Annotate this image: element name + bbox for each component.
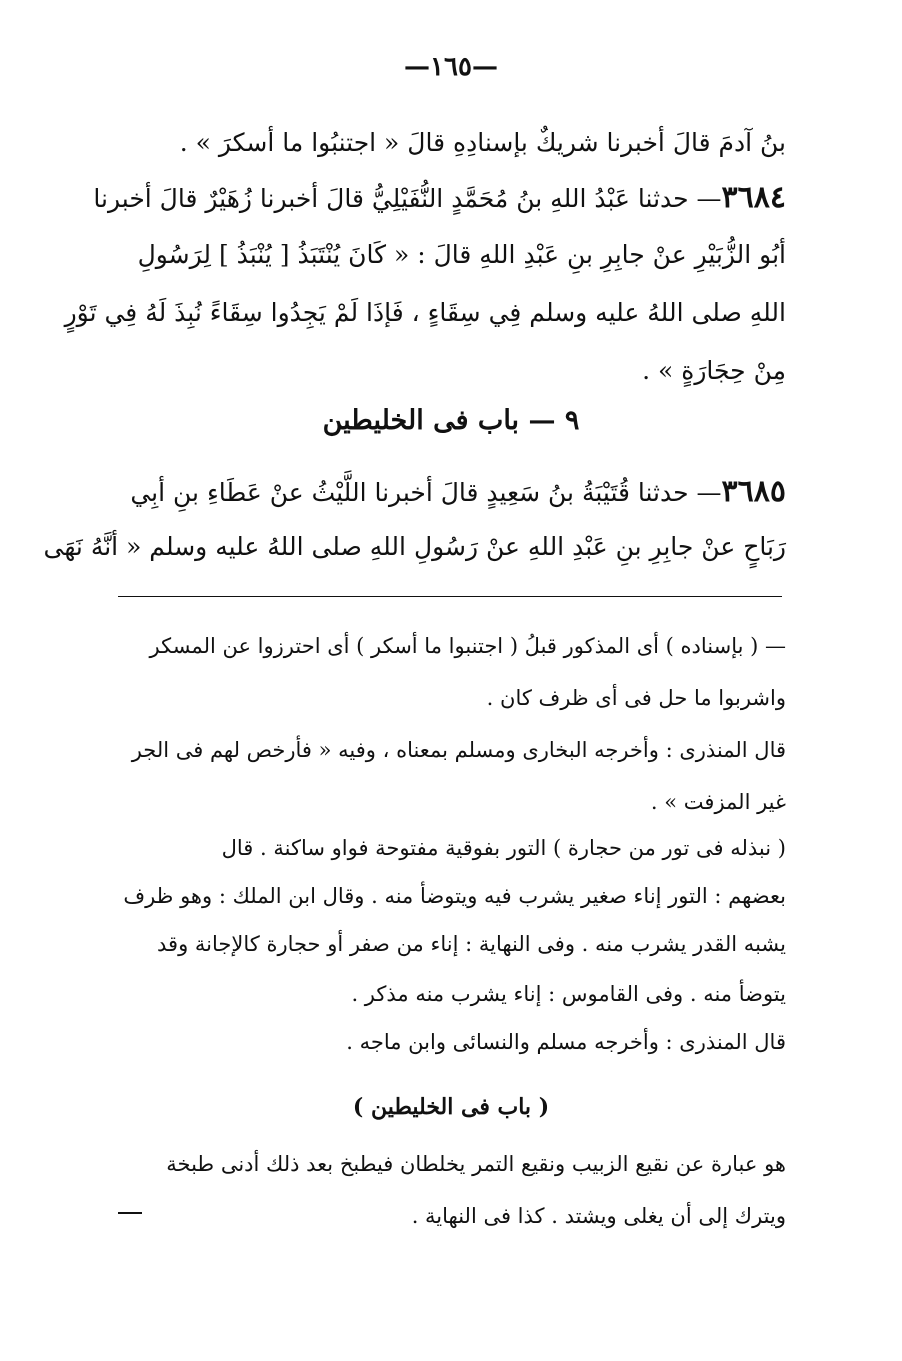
hadith-3684-line3: اللهِ صلى اللهُ عليه وسلم فِي سِقَاءٍ ، فَإذَا لَمْ يَجِدُوا سِقَاءً نُبِذَ لَهُ فِي تَوْرٍ — [64, 298, 786, 327]
note-line: يتوضأ منه . وفى القاموس : إناء يشرب منه مذكر . — [351, 982, 786, 1006]
hadith-3685-line1: ٣٦٨٥— حدثنا قُتَيْبَةُ بنُ سَعِيدٍ قالَ أخبرنا اللَّيْثُ عنْ عَطَاءِ بنِ أبِي — [130, 474, 786, 509]
note-line: هو عبارة عن نقيع الزبيب ونقيع التمر يخلطان فيطبخ بعد ذلك أدنى طبخة — [166, 1152, 786, 1176]
hadith-3684-line2: أبُو الزُّبَيْرِ عنْ جابِرِ بنِ عَبْدِ اللهِ قالَ : « كَانَ يُنْتَبَذُ [ يُنْبَذُ ] لِرَسُولِ — [137, 240, 786, 269]
page-number: —١٦٥— — [404, 52, 498, 82]
footnote-divider — [118, 596, 782, 597]
note-line: غير المزفت » . — [650, 790, 786, 814]
hadith-number: ٣٦٨٥ — [721, 474, 786, 509]
note-line: ( نبذله فى تور من حجارة ) التور بفوقية مفتوحة فواو ساكنة . قال — [221, 836, 786, 860]
chapter-heading: ٩ — باب فى الخليطين — [322, 405, 580, 436]
hadith-number: ٣٦٨٤ — [721, 180, 786, 215]
note-line: واشربوا ما حل فى أى ظرف كان . — [486, 686, 786, 710]
footnote-chapter-heading: ( باب فى الخليطين ) — [352, 1094, 550, 1120]
note-line: ويترك إلى أن يغلى ويشتد . كذا فى النهاية . — [411, 1204, 786, 1228]
note-line: قال المنذرى : وأخرجه مسلم والنسائى وابن ماجه . — [346, 1030, 786, 1054]
hadith-3684-line1: ٣٦٨٤— حدثنا عَبْدُ اللهِ بنُ مُحَمَّدٍ النُّفَيْلِيُّ قالَ أخبرنا زُهَيْرٌ قالَ أخبرنا — [93, 180, 786, 215]
note-line: بعضهم : التور إناء صغير يشرب فيه ويتوضأ منه . وقال ابن الملك : وهو ظرف — [123, 884, 786, 908]
text-line: بنُ آدمَ قالَ أخبرنا شريكٌ بإسنادِهِ قالَ « اجتنبُوا ما أسكرَ » . — [179, 128, 786, 157]
continuation-dash — [118, 1212, 142, 1214]
hadith-3685-line2: رَبَاحٍ عنْ جابِرِ بنِ عَبْدِ اللهِ عنْ رَسُولِ اللهِ صلى اللهُ عليه وسلم « أنَّهُ نَهَى — [43, 532, 786, 561]
hadith-3684-line4: مِنْ حِجَارَةٍ » . — [642, 356, 786, 385]
note-line: يشبه القدر يشرب منه . وفى النهاية : إناء من صفر أو حجارة كالإجانة وقد — [157, 932, 786, 956]
note-line: قال المنذرى : وأخرجه البخارى ومسلم بمعناه ، وفيه « فأرخص لهم فى الجر — [131, 738, 786, 762]
note-line: — ( بإسناده ) أى المذكور قبلُ ( اجتنبوا ما أسكر ) أى احترزوا عن المسكر — [149, 634, 786, 658]
